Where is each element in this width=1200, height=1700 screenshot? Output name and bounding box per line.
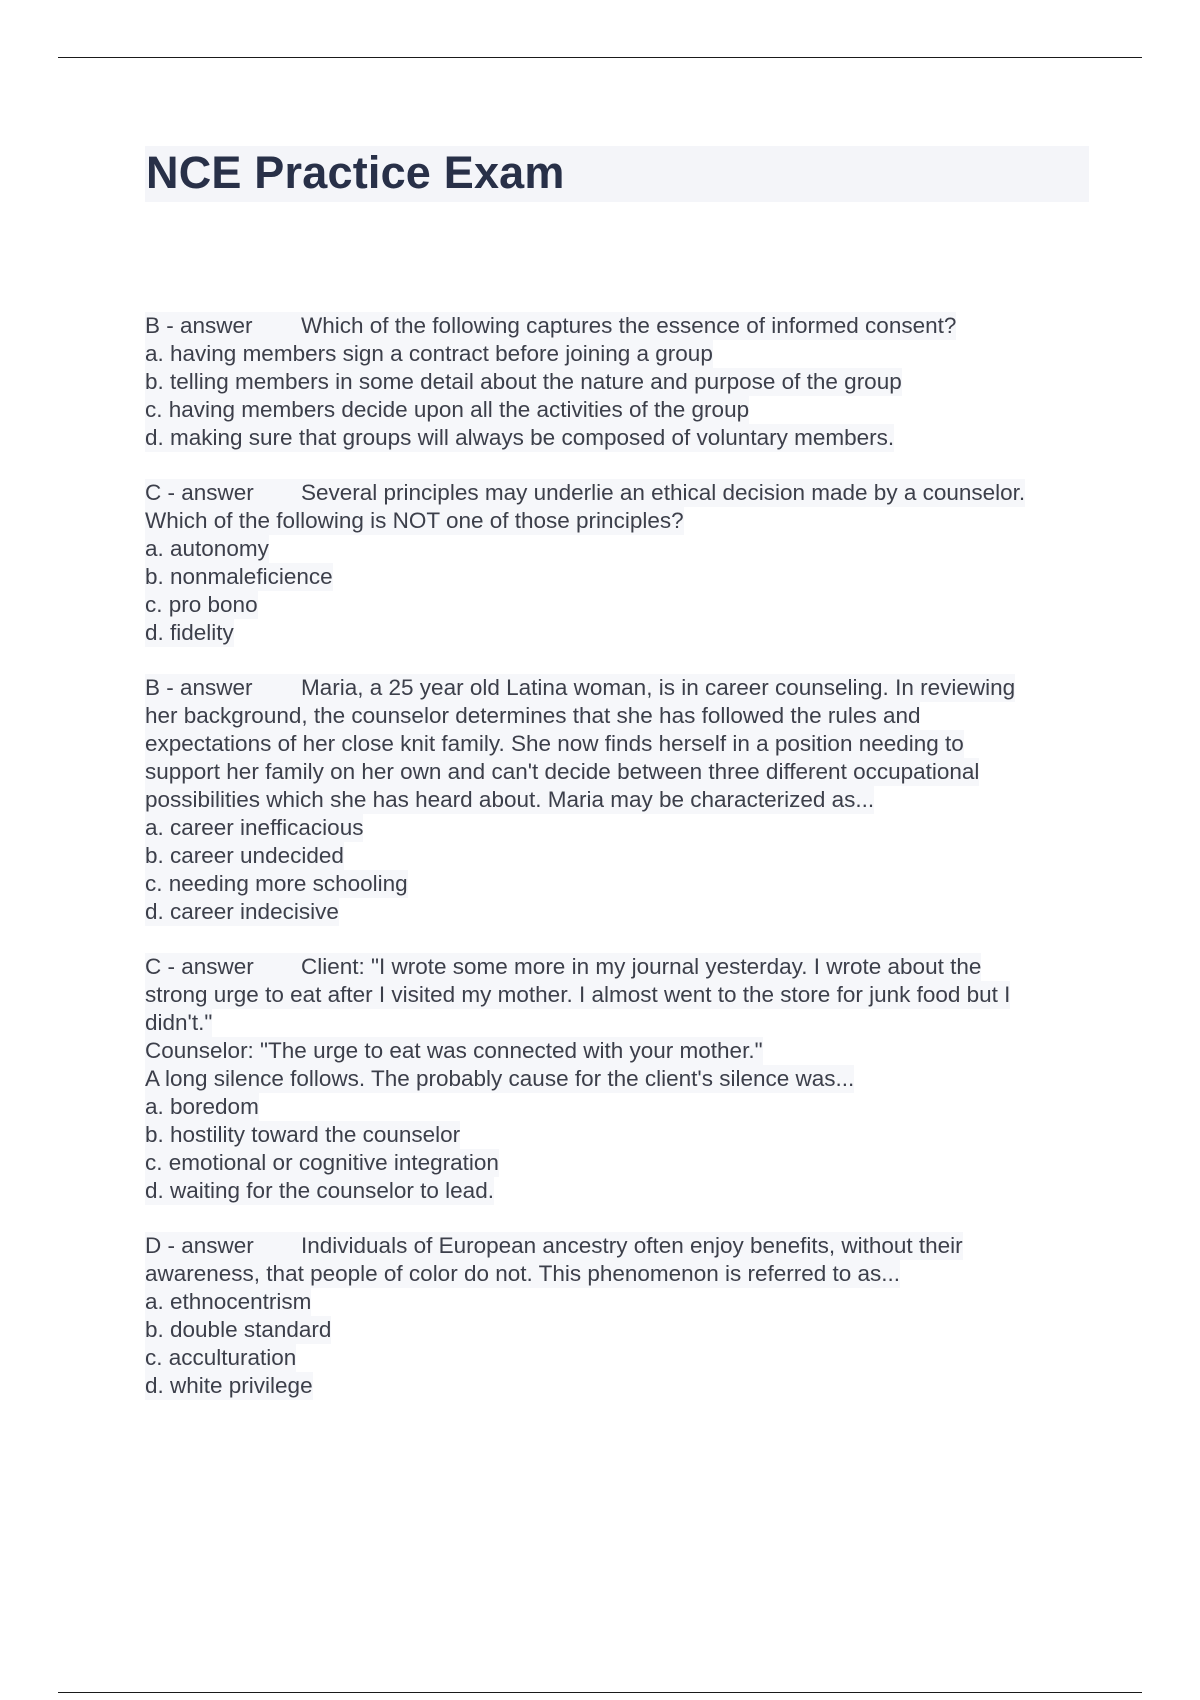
question-4-stem-line-3: didn't." [145,1010,213,1035]
question-3-stem-line-3: expectations of her close knit family. She now finds herself in a position needing to [145,731,964,756]
top-rule [58,57,1142,58]
question-3-stem-line-5: possibilities which she has heard about. Maria may be characterized as... [145,787,875,812]
question-3-option-b: b. career undecided [145,843,344,868]
question-5-answer: D - answer [145,1233,254,1258]
question-4-stem-line-2: strong urge to eat after I visited my mother. I almost went to the store for junk food but I [145,982,1011,1007]
question-4-answer: C - answer [145,954,254,979]
question-5-option-c: c. acculturation [145,1345,297,1370]
question-4-option-d: d. waiting for the counselor to lead. [145,1178,494,1203]
question-5-stem-line-1 [145,1232,963,1260]
question-2-option-d: d. fidelity [145,620,234,645]
question-4-option-b: b. hostility toward the counselor [145,1122,461,1147]
question-2-option-b: b. nonmaleficience [145,564,333,589]
question-3-option-d: d. career indecisive [145,899,339,924]
question-2-answer: C - answer [145,480,254,505]
question-1 [145,312,1090,452]
question-3-answer: B - answer [145,675,253,700]
question-2 [145,479,1090,647]
question-4-stem-line-5: A long silence follows. The probably cause for the client's silence was... [145,1066,855,1091]
question-1-option-c: c. having members decide upon all the activities of the group [145,397,750,422]
question-4-option-a: a. boredom [145,1094,259,1119]
question-3-option-c: c. needing more schooling [145,871,408,896]
question-2-stem-line-1 [145,479,1025,507]
question-4-text: Client: "I wrote some more in my journal yesterday. I wrote about the [301,954,982,979]
page-title: NCE Practice Exam [146,147,565,198]
question-4-option-c: c. emotional or cognitive integration [145,1150,499,1175]
question-list [145,312,1090,1427]
question-1-option-a: a. having members sign a contract before joining a group [145,341,713,366]
question-2-option-c: c. pro bono [145,592,258,617]
question-5-option-a: a. ethnocentrism [145,1289,312,1314]
question-4-stem-line-1 [145,953,981,981]
question-3-text: Maria, a 25 year old Latina woman, is in career counseling. In reviewing [301,675,1016,700]
question-1-text: Which of the following captures the essence of informed consent? [301,313,957,338]
question-5-option-d: d. white privilege [145,1373,313,1398]
question-1-answer: B - answer [145,313,253,338]
question-5-option-b: b. double standard [145,1317,332,1342]
question-1-stem-line-1 [145,312,956,340]
question-3-option-a: a. career inefficacious [145,815,364,840]
question-3-stem-line-1 [145,674,1015,702]
bottom-rule [58,1692,1142,1693]
question-3 [145,674,1090,926]
question-4-stem-line-4: Counselor: "The urge to eat was connected with your mother." [145,1038,763,1063]
question-1-option-b: b. telling members in some detail about the nature and purpose of the group [145,369,902,394]
question-3-stem-line-2: her background, the counselor determines that she has followed the rules and [145,703,921,728]
question-2-stem-line-2: Which of the following is NOT one of those principles? [145,508,684,533]
question-2-text: Several principles may underlie an ethical decision made by a counselor. [301,480,1026,505]
question-4 [145,953,1090,1205]
question-2-option-a: a. autonomy [145,536,269,561]
question-5-stem-line-2: awareness, that people of color do not. This phenomenon is referred to as... [145,1261,901,1286]
question-5-text: Individuals of European ancestry often enjoy benefits, without their [301,1233,963,1258]
question-1-option-d: d. making sure that groups will always be composed of voluntary members. [145,425,895,450]
question-5 [145,1232,1090,1400]
question-3-stem-line-4: support her family on her own and can't decide between three different occupational [145,759,980,784]
